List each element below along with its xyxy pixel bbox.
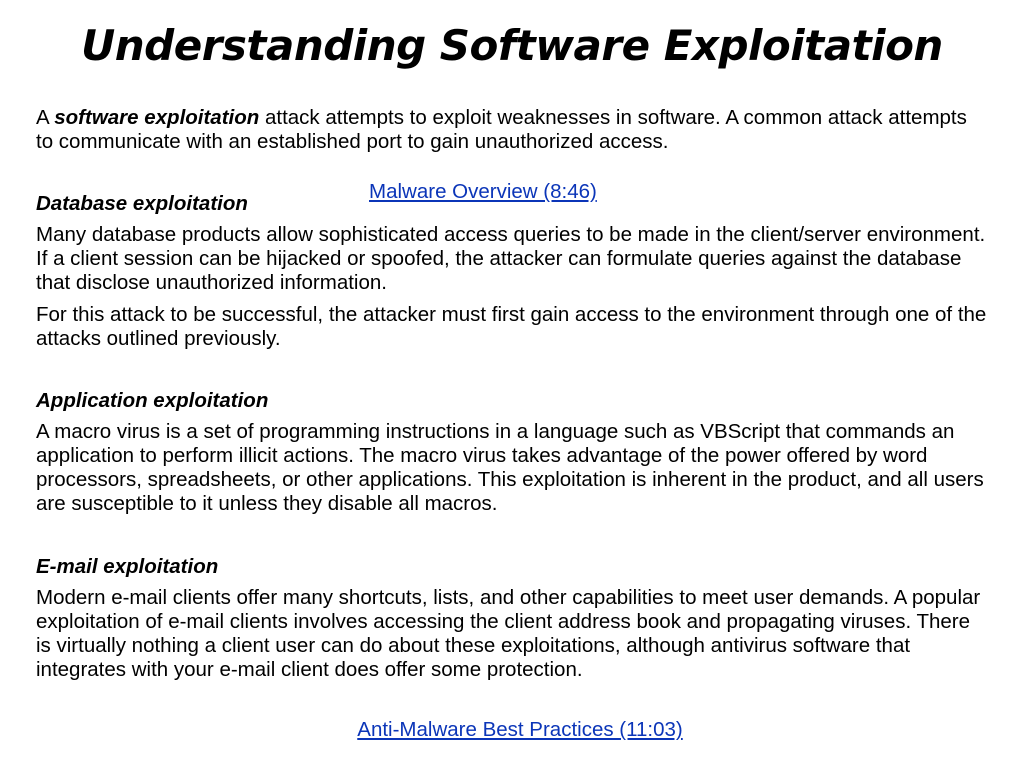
database-paragraph-2: For this attack to be successful, the attacker must first gain access to the environment through one of the attacks outlined previously. <box>36 303 987 350</box>
application-exploitation-heading: Application exploitation <box>36 389 269 412</box>
email-exploitation-heading: E-mail exploitation <box>36 555 219 578</box>
email-paragraph: Modern e-mail clients offer many shortcuts, lists, and other capabilities to meet user demands. A popular exploitation of e-mail clients involves accessing the client address book and propagating viruses. There is virtually nothing a client user can do about these exploitations, although antivirus software that integrates with your e-mail client does offer some protection. <box>36 586 981 681</box>
intro-rest: attack attempts to exploit weaknesses in software. A common attack attempts to communicate with an established port to gain unauthorized access. <box>36 106 967 153</box>
intro-prefix: A <box>36 106 55 129</box>
slide-title: Understanding Software Exploitation <box>81 21 943 70</box>
application-paragraph: A macro virus is a set of programming instructions in a language such as VBScript that commands an application to perform illicit actions. The macro virus takes advantage of the power offered by word processors, spreadsheets, or other applications. This exploitation is inherent in the product, and all users are susceptible to it unless they disable all macros. <box>36 420 984 515</box>
malware-overview-link[interactable]: Malware Overview (8:46) <box>369 180 597 203</box>
intro-term: software exploitation <box>54 106 260 129</box>
database-paragraph-1: Many database products allow sophisticated access queries to be made in the client/server environment. If a client session can be hijacked or spoofed, the attacker can formulate queries against the database that disclose unauthorized information. <box>36 223 986 294</box>
intro-paragraph <box>36 106 988 154</box>
database-exploitation-heading: Database exploitation <box>36 192 248 215</box>
anti-malware-best-practices-link[interactable]: Anti-Malware Best Practices (11:03) <box>357 718 683 741</box>
